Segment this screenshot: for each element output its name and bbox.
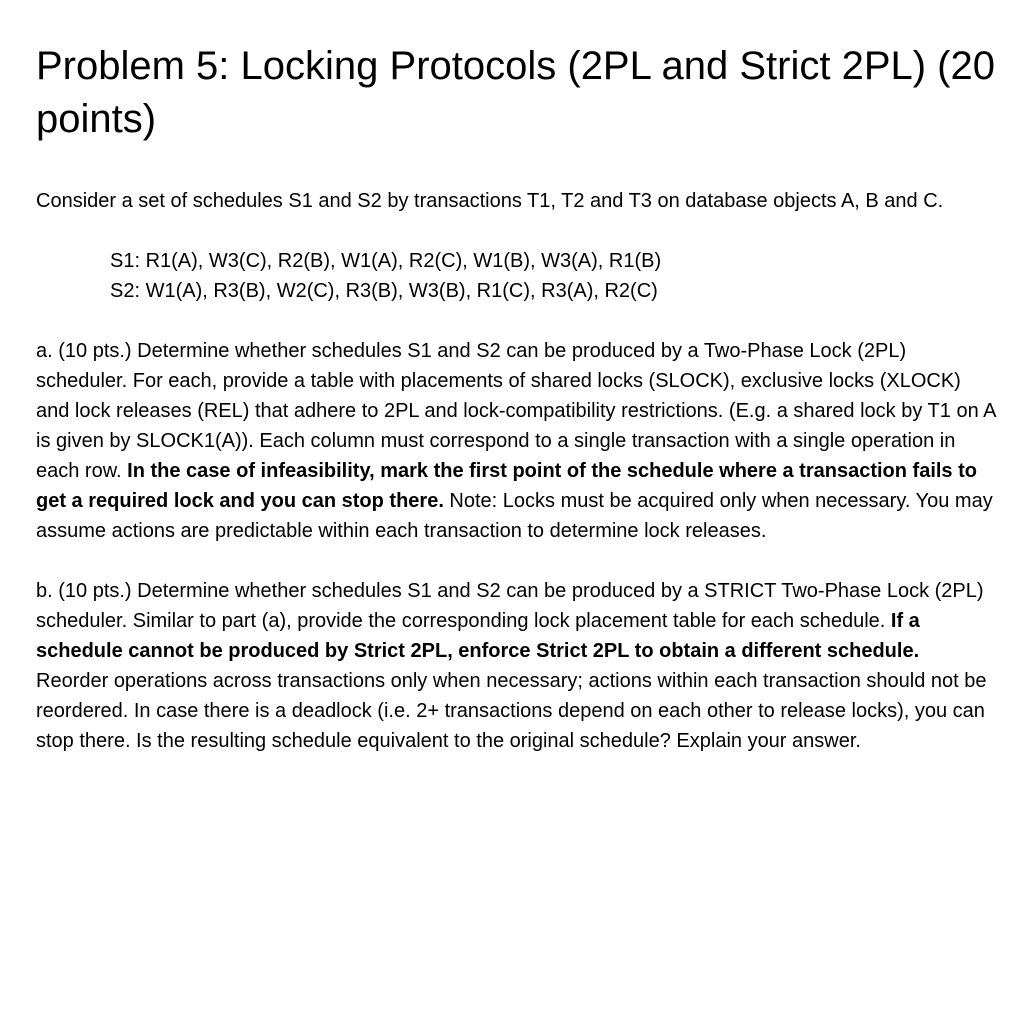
problem-title: Problem 5: Locking Protocols (2PL and Strict 2PL) (20 points) — [36, 44, 995, 141]
part-b-paragraph — [36, 576, 996, 756]
document-page — [36, 40, 996, 756]
intro-paragraph: Consider a set of schedules S1 and S2 by transactions T1, T2 and T3 on database objects A, B and C. — [36, 190, 944, 212]
part-b-bold-instruction: If a schedule cannot be produced by Strict 2PL, enforce Strict 2PL to obtain a different schedule. — [36, 610, 920, 662]
part-a-paragraph — [36, 336, 996, 546]
part-a-text-2: Note: Locks must be acquired only when necessary. You may assume actions are predictable within each transaction to determine lock releases. — [36, 490, 993, 542]
part-a-text-1: a. (10 pts.) Determine whether schedules S1 and S2 can be produced by a Two-Phase Lock (2PL) scheduler. For each, provide a table with placements of shared locks (SLOCK), exclusive locks (XLOCK) and lock releases (REL) that adhere to 2PL and lock-compatibility restrictions. (E.g. a shared lock by T1 on A is given by SLOCK1(A)). Each column must correspond to a single transaction with a single operation in each row. — [36, 340, 996, 482]
part-b-text-1: b. (10 pts.) Determine whether schedules S1 and S2 can be produced by a STRICT Two-Phase Lock (2PL) scheduler. Similar to part (a), provide the corresponding lock placement table for each schedule. — [36, 580, 984, 632]
part-b-text-2: Reorder operations across transactions only when necessary; actions within each transaction should not be reordered. In case there is a deadlock (i.e. 2+ transactions depend on each other to release locks), you can stop there. Is the resulting schedule equivalent to the original schedule? Explain your answer. — [36, 670, 987, 752]
part-a-bold-instruction: In the case of infeasibility, mark the first point of the schedule where a transaction fails to get a required lock and you can stop there. — [36, 460, 977, 512]
schedule-s2: S2: W1(A), R3(B), W2(C), R3(B), W3(B), R1(C), R3(A), R2(C) — [110, 280, 658, 302]
schedule-list — [36, 246, 996, 306]
schedule-s1: S1: R1(A), W3(C), R2(B), W1(A), R2(C), W1(B), W3(A), R1(B) — [110, 250, 662, 272]
